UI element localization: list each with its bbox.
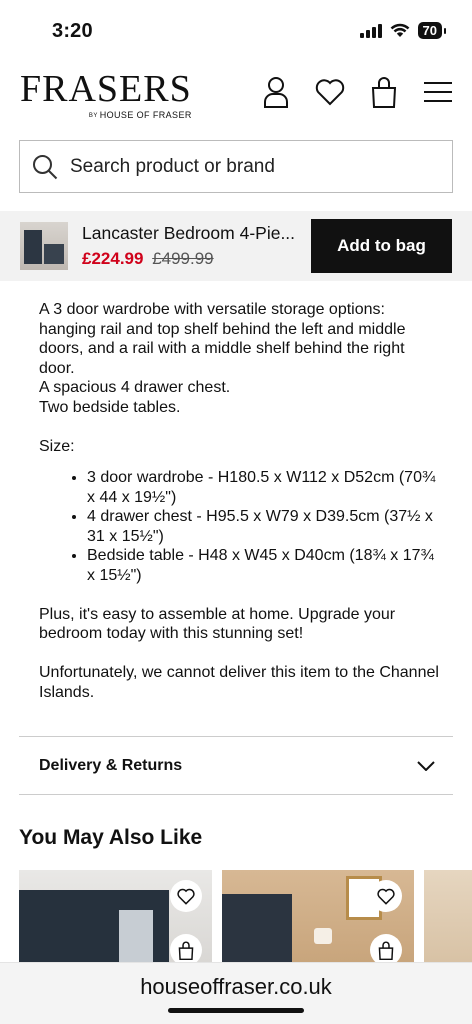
recommendation-card[interactable]	[222, 870, 414, 962]
search-bar[interactable]	[19, 140, 453, 193]
delivery-restriction-note: Unfortunately, we cannot deliver this item to the Channel Islands.	[39, 664, 439, 701]
recommendations-title: You May Also Like	[19, 826, 203, 849]
size-label: Size:	[39, 437, 75, 455]
logo-wordmark: FRASERS	[20, 68, 192, 110]
cellular-signal-icon	[360, 24, 382, 38]
chevron-down-icon	[417, 761, 435, 771]
current-price: £224.99	[82, 249, 144, 268]
description-line: A spacious 4 drawer chest.	[39, 379, 231, 396]
battery-icon: 70	[418, 22, 442, 39]
accordion-label: Delivery & Returns	[39, 756, 183, 774]
status-bar	[0, 0, 472, 62]
search-icon	[32, 154, 58, 180]
shopping-bag-icon[interactable]	[366, 74, 402, 110]
product-image	[222, 894, 292, 962]
size-list	[39, 468, 439, 585]
delivery-returns-accordion[interactable]	[19, 737, 453, 794]
account-icon[interactable]	[258, 74, 294, 110]
home-indicator[interactable]	[168, 1008, 304, 1013]
wishlist-heart-icon[interactable]	[370, 880, 402, 912]
assembly-note: Plus, it's easy to assemble at home. Upgrade your bedroom today with this stunning set!	[39, 605, 396, 642]
shopping-bag-icon[interactable]	[370, 934, 402, 962]
shopping-bag-icon[interactable]	[170, 934, 202, 962]
wishlist-heart-icon[interactable]	[312, 74, 348, 110]
logo-subtitle: BY HOUSE OF FRASER	[88, 110, 192, 120]
description-line: A 3 door wardrobe with versatile storage options: hanging rail and top shelf behind the left and middle doors, and a rail with a middle shelf behind the right door.	[39, 301, 406, 377]
divider	[19, 794, 453, 795]
search-input[interactable]: Search product or brand	[70, 155, 275, 177]
status-time: 3:20	[52, 20, 93, 42]
product-description	[39, 300, 439, 702]
wishlist-heart-icon[interactable]	[170, 880, 202, 912]
menu-hamburger-icon[interactable]	[420, 74, 456, 110]
size-item: • 3 door wardrobe - H180.5 x W112 x D52cm (70¾ x 44 x 19½")	[87, 468, 439, 507]
description-line: Two bedside tables.	[39, 398, 181, 416]
recommendation-card[interactable]	[19, 870, 212, 962]
product-prices	[82, 249, 214, 269]
frasers-logo[interactable]	[20, 70, 192, 120]
browser-address-bar[interactable]	[0, 962, 472, 1024]
size-item: • 4 drawer chest - H95.5 x W79 x D39.5cm (37½ x 31 x 15½")	[87, 507, 439, 546]
lamp-decor	[314, 928, 332, 944]
recommendation-card[interactable]	[424, 870, 472, 962]
browser-url[interactable]: houseoffraser.co.uk	[140, 974, 332, 999]
status-icons	[360, 22, 442, 39]
original-price: £499.99	[152, 249, 214, 268]
product-name: Lancaster Bedroom 4-Pie...	[82, 223, 296, 243]
wifi-icon	[390, 23, 410, 38]
site-header	[0, 62, 472, 130]
product-thumbnail[interactable]	[20, 222, 68, 270]
size-item: • Bedside table - H48 x W45 x D40cm (18¾ x 17¾ x 15½")	[87, 546, 439, 585]
header-actions	[258, 74, 456, 110]
add-to-bag-button[interactable]: Add to bag	[311, 219, 452, 273]
sticky-product-bar	[0, 211, 472, 281]
product-image	[19, 890, 169, 962]
